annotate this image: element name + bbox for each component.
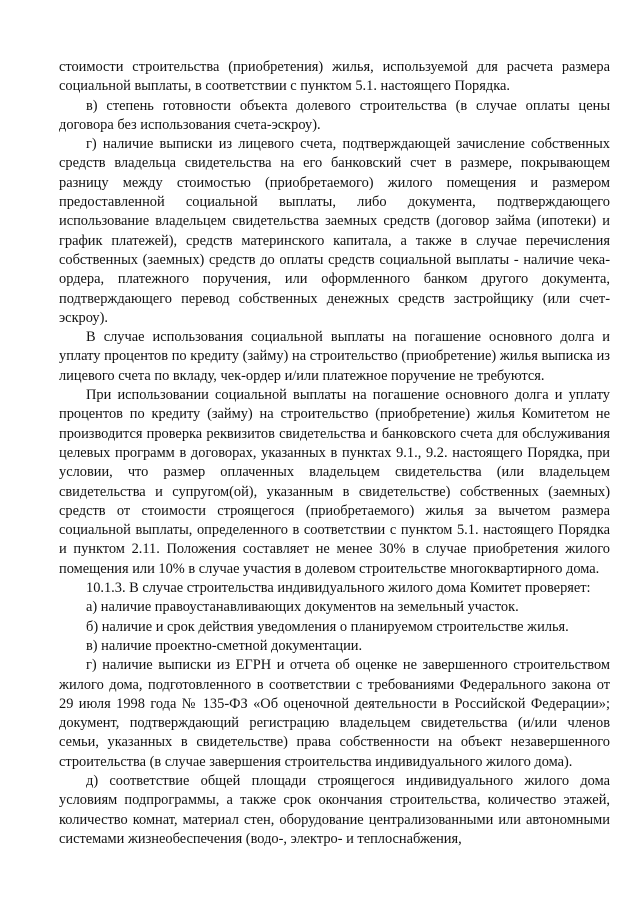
- paragraph-section-10-1-3: 10.1.3. В случае строительства индивидуального жилого дома Комитет проверяет:: [86, 580, 591, 597]
- paragraph-committee-verification: При использовании социальной выплаты на погашение основного долга и уплату процентов по кредиту (займу) на строительство (приобретение) жилья Комитетом не производится проверка реквизитов свидетельства и банковского счета для обслуживания целевых программ в договорах, указанных в пунктах 9.1., 9.2. настоящего Порядка, при условии, что размер оплаченных владельцем свидетельства (или владельцем свидетельства и супругом(ой), указанным в свидетельстве) собственных (заемных) средств от стоимости строящегося (приобретаемого) жилья за вычетом размера социальной выплаты, определенного в соответствии с пунктом 5.1. настоящего Порядка и пунктом 2.11. Положения составляет не менее 30% в случае приобретения жилого помещения или 10% в случае участия в долевом строительстве многоквартирного дома.: [59, 387, 610, 577]
- paragraph-item-d-area-compliance: д) соответствие общей площади строящегося индивидуального жилого дома условиям подпрограммы, а также срок окончания строительства, количество этажей, количество комнат, материал стен, оборудование централизованными или автономными системами жизнеобеспечения (водо-, электро- и теплоснабжения,: [59, 772, 610, 847]
- paragraph-item-a-land-documents: а) наличие правоустанавливающих документов на земельный участок.: [86, 599, 519, 616]
- paragraph-item-v-readiness: в) степень готовности объекта долевого строительства (в случае оплаты цены договора без использования счета-эскроу).: [59, 97, 610, 133]
- paragraph-item-v-design-docs: в) наличие проектно-сметной документации.: [86, 637, 363, 654]
- paragraph-item-b-notification: б) наличие и срок действия уведомления о планируемом строительстве жилья.: [86, 618, 569, 635]
- paragraph-cost-basis: стоимости строительства (приобретения) жилья, используемой для расчета размера социальной выплаты, в соответствии с пунктом 5.1. настоящего Порядка.: [59, 59, 610, 95]
- paragraph-item-g-account-statement: г) наличие выписки из лицевого счета, подтверждающей зачисление собственных средств владельца свидетельства на его банковский счет в размере, покрывающем разницу между стоимостью (приобретаемого) жилого помещения и размером предоставленной социальной выплаты, либо документа, подтверждающего использование владельцем свидетельства заемных средств (договор займа (ипотеки) и график платежей), средств материнского капитала, а также в случае перечисления собственных (заемных) средств до оплаты средств социальной выплаты - наличие чека-ордера, платежного поручения, или оформленного банком другого документа, подтверждающего перевод собственных денежных средств застройщику (или счет-эскроу).: [59, 136, 610, 326]
- paragraph-item-g-egrn-extract: г) наличие выписки из ЕГРН и отчета об оценке не завершенного строительством жилого дома, подготовленного в соответствии с требованиями Федерального закона от 29 июля 1998 года № 135-ФЗ «Об оценочной деятельности в Российской Федерации»; документ, подтверждающий регистрацию владельцем свидетельства (и/или членов семьи, указанных в свидетельстве) права собственности на объект незавершенного строительства (в случае завершения строительства индивидуального жилого дома).: [59, 657, 610, 770]
- paragraph-loan-repayment-case: В случае использования социальной выплаты на погашение основного долга и уплату процентов по кредиту (займу) на строительство (приобретение) жилья выписка из лицевого счета по вкладу, чек-ордер и/или платежное поручение не требуются.: [59, 329, 610, 384]
- document-page: [59, 58, 610, 849]
